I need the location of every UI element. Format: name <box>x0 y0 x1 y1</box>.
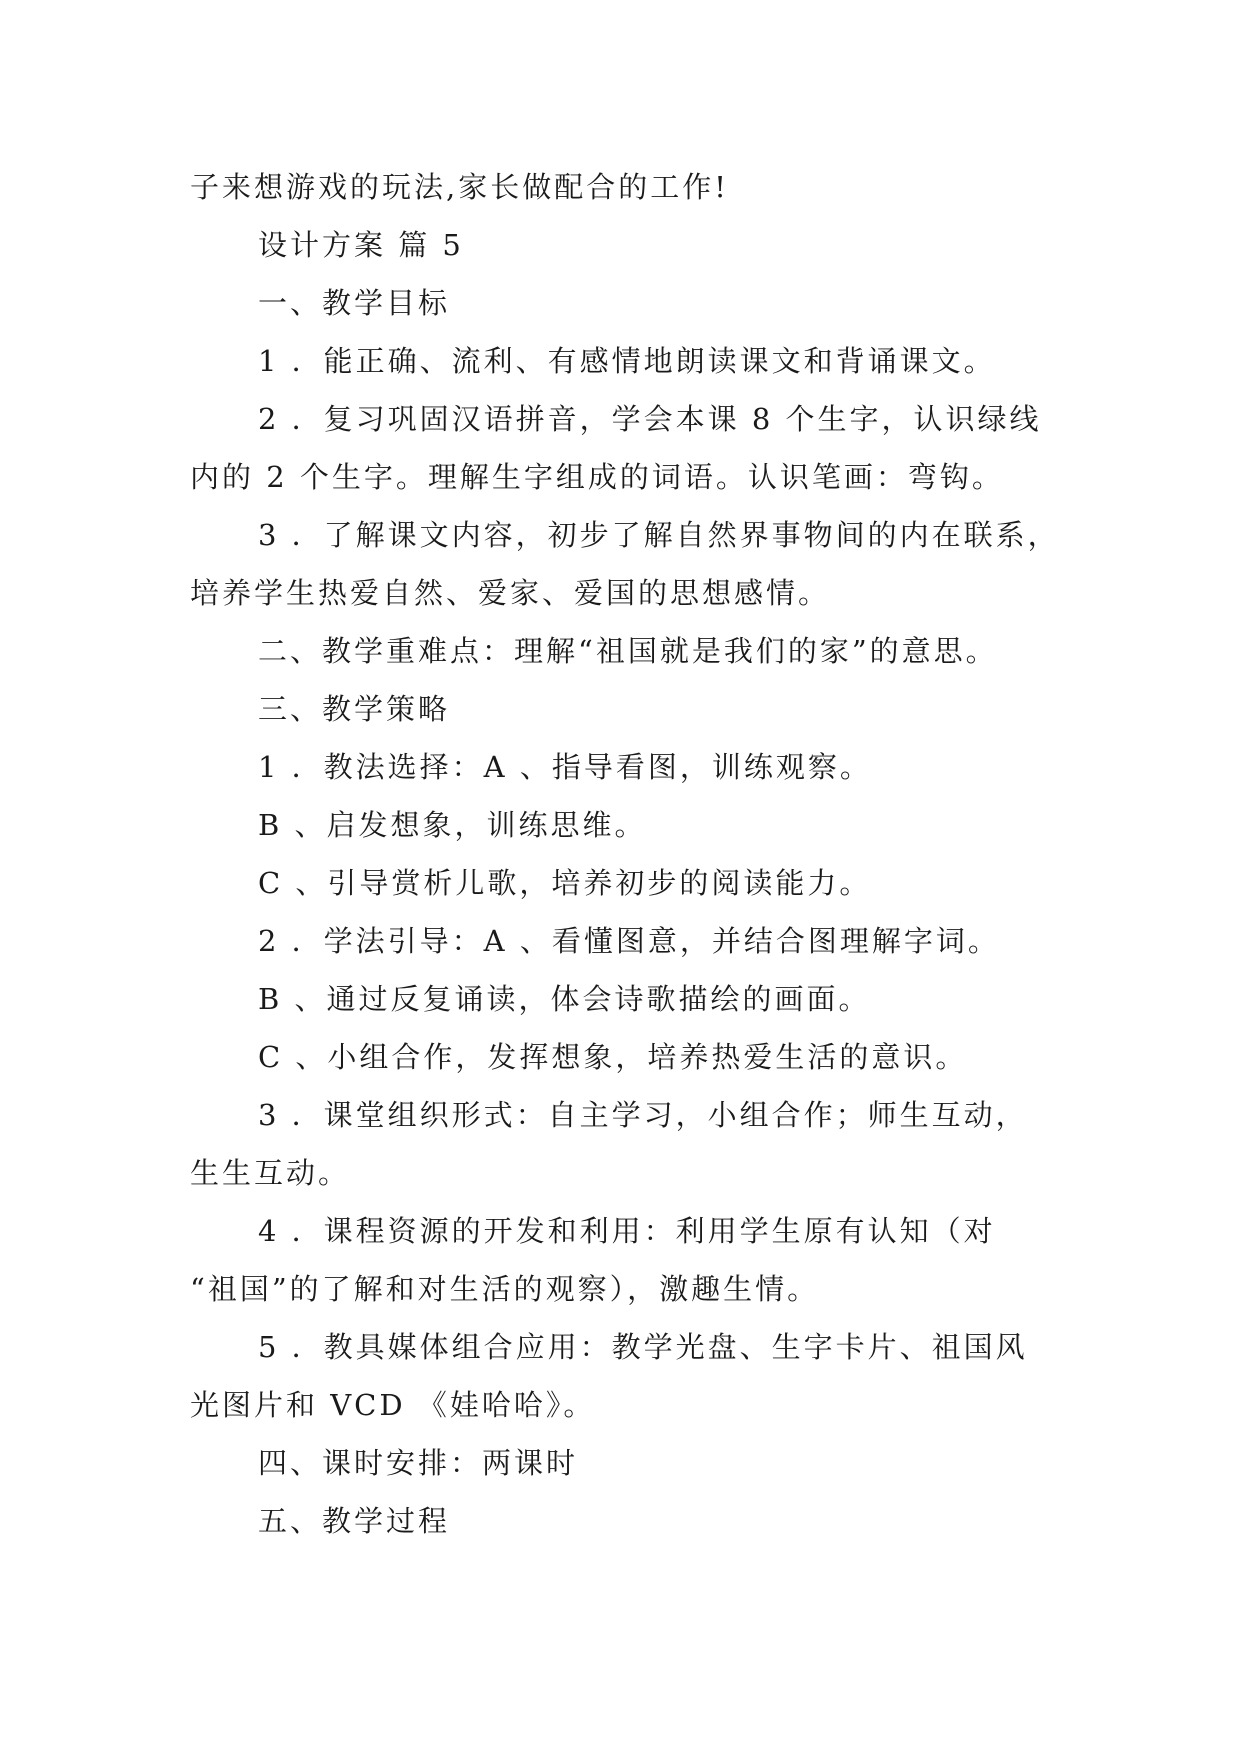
section-heading: 一、教学目标 <box>258 286 451 320</box>
text-line: “祖国”的了解和对生活的观察），激趣生情。 <box>190 1272 820 1306</box>
text-line: C 、小组合作，发挥想象，培养热爱生活的意识。 <box>258 1040 968 1074</box>
text-line: 5 ．教具媒体组合应用：教学光盘、生字卡片、祖国风 <box>258 1330 1028 1364</box>
text-line: 3 ．了解课文内容，初步了解自然界事物间的内在联系， <box>258 518 1060 552</box>
section-heading: 五、教学过程 <box>258 1504 451 1538</box>
text-line: 4 ．课程资源的开发和利用：利用学生原有认知（对 <box>258 1214 996 1248</box>
text-line: 培养学生热爱自然、爱家、爱国的思想感情。 <box>190 576 831 610</box>
text-line: 1 ．教法选择：A 、指导看图，训练观察。 <box>258 750 872 784</box>
text-line: B 、通过反复诵读，体会诗歌描绘的画面。 <box>258 982 871 1016</box>
text-line: C 、引导赏析儿歌，培养初步的阅读能力。 <box>258 866 872 900</box>
text-line: 光图片和 VCD 《娃哈哈》。 <box>190 1388 596 1422</box>
text-line: 2 ．学法引导：A 、看懂图意，并结合图理解字词。 <box>258 924 1000 958</box>
section-heading: 设计方案 篇 5 <box>258 228 464 262</box>
text-line: B 、启发想象，训练思维。 <box>258 808 647 842</box>
section-heading: 二、教学重难点：理解“祖国就是我们的家”的意思。 <box>258 634 998 668</box>
section-heading: 四、课时安排：两课时 <box>258 1446 579 1480</box>
section-heading: 三、教学策略 <box>258 692 451 726</box>
text-line: 子来想游戏的玩法,家长做配合的工作! <box>190 170 729 204</box>
text-line: 内的 2 个生字。理解生字组成的词语。认识笔画：弯钩。 <box>190 460 1004 494</box>
text-line: 1 ．能正确、流利、有感情地朗读课文和背诵课文。 <box>258 344 996 378</box>
text-line: 2 ．复习巩固汉语拼音，学会本课 8 个生字，认识绿线 <box>258 402 1042 436</box>
text-line: 生生互动。 <box>190 1156 351 1190</box>
text-line: 3 ．课堂组织形式：自主学习，小组合作；师生互动， <box>258 1098 1028 1132</box>
